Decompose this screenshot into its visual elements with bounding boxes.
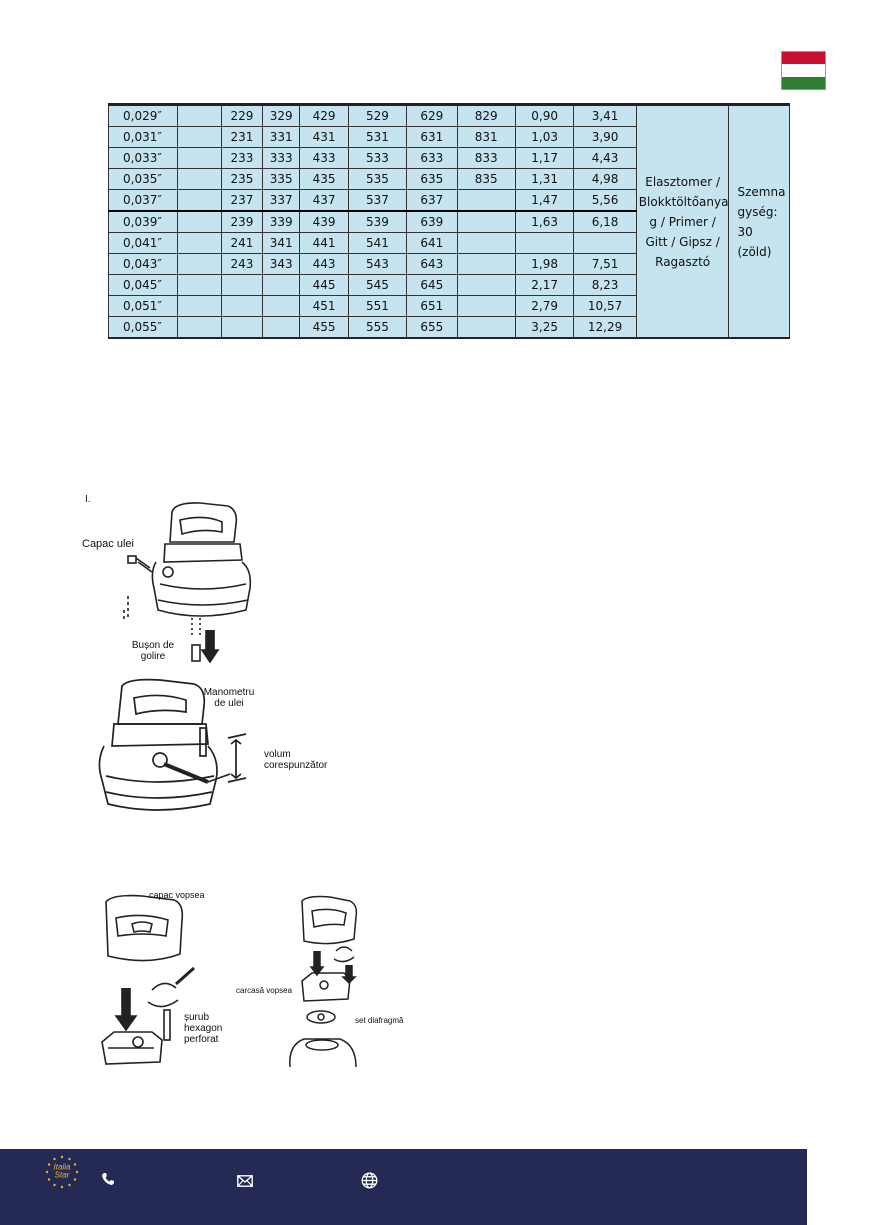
globe-icon[interactable]: [361, 1172, 378, 1189]
table-cell: 335: [263, 169, 300, 190]
table-cell: 4,98: [574, 169, 636, 190]
table-cell: [177, 211, 221, 233]
logo-text-line2: Star: [54, 1170, 70, 1180]
paint-housing-illustration: [284, 895, 384, 1070]
table-cell: 331: [263, 127, 300, 148]
table-cell: 633: [407, 148, 457, 169]
table-cell: 451: [300, 296, 348, 317]
table-cell: [177, 169, 221, 190]
table-cell: 239: [221, 211, 262, 233]
table-cell: 339: [263, 211, 300, 233]
table-cell: 333: [263, 148, 300, 169]
table-cell: 329: [263, 105, 300, 127]
table-cell: 535: [348, 169, 406, 190]
table-cell: 629: [407, 105, 457, 127]
label-surub: șurub hexagon perforat: [184, 1012, 223, 1045]
table-cell: 3,90: [574, 127, 636, 148]
table-cell: 441: [300, 233, 348, 254]
table-cell: 343: [263, 254, 300, 275]
label-manometru: Manometru de ulei: [203, 687, 255, 709]
table-cell: [221, 317, 262, 339]
logo-star: [53, 1184, 55, 1186]
table-cell: 237: [221, 190, 262, 212]
table-cell: 833: [457, 148, 515, 169]
table-cell: 639: [407, 211, 457, 233]
table-cell: 1,03: [515, 127, 573, 148]
table-cell: 531: [348, 127, 406, 148]
hungarian-flag-icon: [781, 51, 826, 90]
table-cell: 651: [407, 296, 457, 317]
table-cell: 0,031″: [109, 127, 178, 148]
table-cell: 555: [348, 317, 406, 339]
table-cell: 235: [221, 169, 262, 190]
table-cell: 337: [263, 190, 300, 212]
logo-star: [61, 1186, 63, 1188]
table-cell: [177, 190, 221, 212]
table-cell: [263, 317, 300, 339]
table-cell: 835: [457, 169, 515, 190]
table-cell: 2,79: [515, 296, 573, 317]
paint-cover-illustration: [92, 892, 227, 1072]
table-cell: 4,43: [574, 148, 636, 169]
table-cell: 541: [348, 233, 406, 254]
label-capac-ulei: Capac ulei: [82, 538, 134, 550]
table-cell: 229: [221, 105, 262, 127]
table-cell: [221, 275, 262, 296]
table-cell: 0,041″: [109, 233, 178, 254]
phone-icon[interactable]: [101, 1172, 115, 1186]
table-cell: 243: [221, 254, 262, 275]
table-cell: 341: [263, 233, 300, 254]
table-cell: 0,043″: [109, 254, 178, 275]
table-cell: [177, 275, 221, 296]
table-cell: [457, 211, 515, 233]
logo-star: [48, 1178, 50, 1180]
table-cell: 7,51: [574, 254, 636, 275]
table-cell: 3,41: [574, 105, 636, 127]
table-cell: 429: [300, 105, 348, 127]
table-cell: 241: [221, 233, 262, 254]
table-cell: 545: [348, 275, 406, 296]
logo-star: [68, 1184, 70, 1186]
table-cell: 0,055″: [109, 317, 178, 339]
label-buson: Bușon de golire: [131, 640, 175, 662]
italia-star-logo: [44, 1154, 80, 1190]
table-cell: [177, 148, 221, 169]
table-cell: [515, 233, 573, 254]
table-cell: 1,17: [515, 148, 573, 169]
table-cell: 443: [300, 254, 348, 275]
table-cell: [457, 233, 515, 254]
table-cell: [457, 254, 515, 275]
table-cell: 437: [300, 190, 348, 212]
table-cell: 0,051″: [109, 296, 178, 317]
logo-star: [53, 1158, 55, 1160]
table-cell: 455: [300, 317, 348, 339]
table-cell: 435: [300, 169, 348, 190]
table-cell: 645: [407, 275, 457, 296]
table-cell: 643: [407, 254, 457, 275]
label-volum: volum corespunzător: [264, 749, 328, 771]
table-cell: [457, 296, 515, 317]
table-cell: 551: [348, 296, 406, 317]
table-cell: 8,23: [574, 275, 636, 296]
logo-star: [76, 1171, 78, 1173]
table-cell: [177, 317, 221, 339]
mail-icon[interactable]: [237, 1175, 253, 1187]
table-cell: [177, 254, 221, 275]
table-row: [109, 105, 790, 127]
table-cell: [457, 317, 515, 339]
table-cell: [177, 233, 221, 254]
table-cell: 1,63: [515, 211, 573, 233]
table-cell: 431: [300, 127, 348, 148]
table-cell: 831: [457, 127, 515, 148]
table-cell: [221, 296, 262, 317]
table-cell: 533: [348, 148, 406, 169]
table-cell: 5,56: [574, 190, 636, 212]
table-cell: 0,039″: [109, 211, 178, 233]
table-cell: 0,035″: [109, 169, 178, 190]
table-cell: 445: [300, 275, 348, 296]
table-cell: 631: [407, 127, 457, 148]
table-cell: 635: [407, 169, 457, 190]
table-cell: 529: [348, 105, 406, 127]
figure-marker: I.: [85, 494, 91, 505]
table-cell: 1,31: [515, 169, 573, 190]
table-cell: 0,033″: [109, 148, 178, 169]
table-cell: 543: [348, 254, 406, 275]
table-cell: 231: [221, 127, 262, 148]
table-cell: 433: [300, 148, 348, 169]
label-carcasa: carcasă vopsea: [236, 986, 293, 995]
table-cell: 233: [221, 148, 262, 169]
material-cell: Elasztomer / Blokktöltőanya g / Primer / Gitt / Gipsz / Ragasztó: [636, 105, 729, 339]
logo-star: [61, 1156, 63, 1158]
table-cell: [177, 105, 221, 127]
table-cell: 12,29: [574, 317, 636, 339]
table-cell: 1,98: [515, 254, 573, 275]
table-cell: 655: [407, 317, 457, 339]
table-cell: 0,037″: [109, 190, 178, 212]
unit-cell: Szemna gység: 30 (zöld): [729, 105, 790, 339]
table-cell: 10,57: [574, 296, 636, 317]
table-cell: 6,18: [574, 211, 636, 233]
table-cell: 0,045″: [109, 275, 178, 296]
table-cell: 539: [348, 211, 406, 233]
table-cell: 637: [407, 190, 457, 212]
table-cell: [263, 296, 300, 317]
table-cell: [177, 296, 221, 317]
table-cell: [457, 190, 515, 212]
table-cell: 537: [348, 190, 406, 212]
logo-star: [46, 1171, 48, 1173]
spec-table: [108, 103, 790, 339]
table-cell: [177, 127, 221, 148]
table-cell: 0,90: [515, 105, 573, 127]
logo-text-line1: Italia: [53, 1162, 71, 1172]
table-cell: [457, 275, 515, 296]
logo-star: [48, 1163, 50, 1165]
logo-star: [68, 1158, 70, 1160]
table-cell: 0,029″: [109, 105, 178, 127]
logo-star: [74, 1178, 76, 1180]
logo-star: [74, 1163, 76, 1165]
table-cell: 3,25: [515, 317, 573, 339]
table-cell: 439: [300, 211, 348, 233]
table-cell: 641: [407, 233, 457, 254]
table-cell: 1,47: [515, 190, 573, 212]
label-diafragma: set diafragmă: [355, 1016, 404, 1025]
table-cell: 2,17: [515, 275, 573, 296]
table-cell: 829: [457, 105, 515, 127]
table-cell: [263, 275, 300, 296]
footer-bar: [0, 1149, 807, 1225]
label-capac-vopsea: capac vopsea: [149, 890, 205, 900]
table-cell: [574, 233, 636, 254]
